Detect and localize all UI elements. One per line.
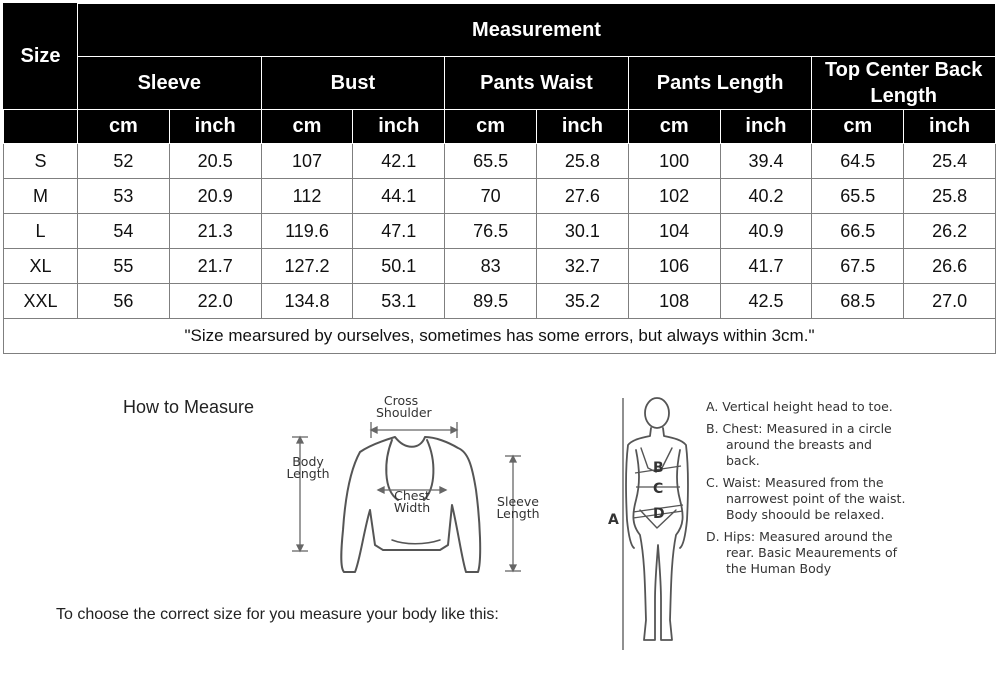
size-cell: XL [4, 249, 78, 284]
pants-waist-header: Pants Waist [445, 57, 629, 110]
value-cell: 67.5 [812, 249, 904, 284]
value-cell: 27.6 [536, 179, 628, 214]
value-cell: 53 [78, 179, 170, 214]
value-cell: 22.0 [169, 284, 261, 319]
value-cell: 21.7 [169, 249, 261, 284]
label-d: D [653, 506, 665, 522]
value-cell: 42.1 [353, 144, 445, 179]
label-c: C [653, 481, 664, 497]
measurement-notes [706, 399, 906, 583]
value-cell: 26.2 [904, 214, 996, 249]
value-cell: 100 [628, 144, 720, 179]
value-cell: 21.3 [169, 214, 261, 249]
value-cell: 20.9 [169, 179, 261, 214]
value-cell: 107 [261, 144, 353, 179]
value-cell: 25.4 [904, 144, 996, 179]
value-cell: 76.5 [445, 214, 537, 249]
value-cell: 64.5 [812, 144, 904, 179]
value-cell: 50.1 [353, 249, 445, 284]
value-cell: 127.2 [261, 249, 353, 284]
value-cell: 54 [78, 214, 170, 249]
value-cell: 40.2 [720, 179, 812, 214]
value-cell: 44.1 [353, 179, 445, 214]
note-b: B. Chest: Measured in a circle around the breasts and back. [706, 421, 892, 468]
value-cell: 70 [445, 179, 537, 214]
measurement-header: Measurement [78, 4, 996, 57]
value-cell: 41.7 [720, 249, 812, 284]
value-cell: 65.5 [445, 144, 537, 179]
size-header: Size [4, 4, 78, 110]
how-to-measure-title: How to Measure [123, 397, 255, 417]
value-cell: 40.9 [720, 214, 812, 249]
value-cell: 42.5 [720, 284, 812, 319]
unit-inch-header: inch [169, 110, 261, 144]
note-a: A. Vertical height head to toe. [706, 399, 893, 414]
value-cell: 25.8 [904, 179, 996, 214]
value-cell: 102 [628, 179, 720, 214]
value-cell: 134.8 [261, 284, 353, 319]
chest-width-label-line1: Chest [394, 488, 430, 503]
value-cell: 68.5 [812, 284, 904, 319]
unit-cm-header: cm [445, 110, 537, 144]
top-center-back-length-header: Top Center Back Length [812, 57, 996, 110]
value-cell: 20.5 [169, 144, 261, 179]
unit-inch-header: inch [536, 110, 628, 144]
unit-inch-header: inch [720, 110, 812, 144]
value-cell: 104 [628, 214, 720, 249]
size-cell: XXL [4, 284, 78, 319]
value-cell: 30.1 [536, 214, 628, 249]
size-cell: L [4, 214, 78, 249]
pants-length-header: Pants Length [628, 57, 812, 110]
measure-instruction: To choose the correct size for you measure your body like this: [56, 606, 499, 623]
value-cell: 119.6 [261, 214, 353, 249]
value-cell: 55 [78, 249, 170, 284]
unit-cm-header: cm [78, 110, 170, 144]
unit-cm-header: cm [812, 110, 904, 144]
body-length-label-line2: Length [286, 466, 330, 481]
value-cell: 112 [261, 179, 353, 214]
unit-inch-header: inch [353, 110, 445, 144]
unit-cm-header: cm [261, 110, 353, 144]
unit-inch-header: inch [904, 110, 996, 144]
value-cell: 25.8 [536, 144, 628, 179]
value-cell: 56 [78, 284, 170, 319]
value-cell: 65.5 [812, 179, 904, 214]
head-icon [645, 398, 669, 428]
value-cell: 35.2 [536, 284, 628, 319]
value-cell: 32.7 [536, 249, 628, 284]
note-c: C. Waist: Measured from the narrowest point of the waist. Body shoould be relaxed. [706, 475, 906, 522]
value-cell: 53.1 [353, 284, 445, 319]
sleeve-length-label-line2: Length [496, 506, 540, 521]
value-cell: 108 [628, 284, 720, 319]
label-b: B [653, 460, 664, 476]
value-cell: 26.6 [904, 249, 996, 284]
value-cell: 66.5 [812, 214, 904, 249]
unit-cm-header: cm [628, 110, 720, 144]
cross-shoulder-label-line2: Shoulder [376, 405, 432, 420]
cross-shoulder-label-line1: Cross [383, 393, 419, 408]
sleeve-length-label-line1: Sleeve [497, 494, 539, 509]
value-cell: 83 [445, 249, 537, 284]
value-cell: 89.5 [445, 284, 537, 319]
size-cell: S [4, 144, 78, 179]
bust-header: Bust [261, 57, 445, 110]
value-cell: 52 [78, 144, 170, 179]
note-d: D. Hips: Measured around the rear. Basic Meaurements of the Human Body [706, 529, 898, 576]
sleeve-header: Sleeve [78, 57, 262, 110]
value-cell: 47.1 [353, 214, 445, 249]
label-a: A [608, 512, 619, 528]
value-cell: 106 [628, 249, 720, 284]
size-note: "Size mearsured by ourselves, sometimes has some errors, but always within 3cm." [4, 319, 996, 354]
value-cell: 39.4 [720, 144, 812, 179]
value-cell: 27.0 [904, 284, 996, 319]
size-cell: M [4, 179, 78, 214]
chest-width-label-line2: Width [393, 500, 431, 515]
body-length-label-line1: Body [292, 454, 324, 469]
